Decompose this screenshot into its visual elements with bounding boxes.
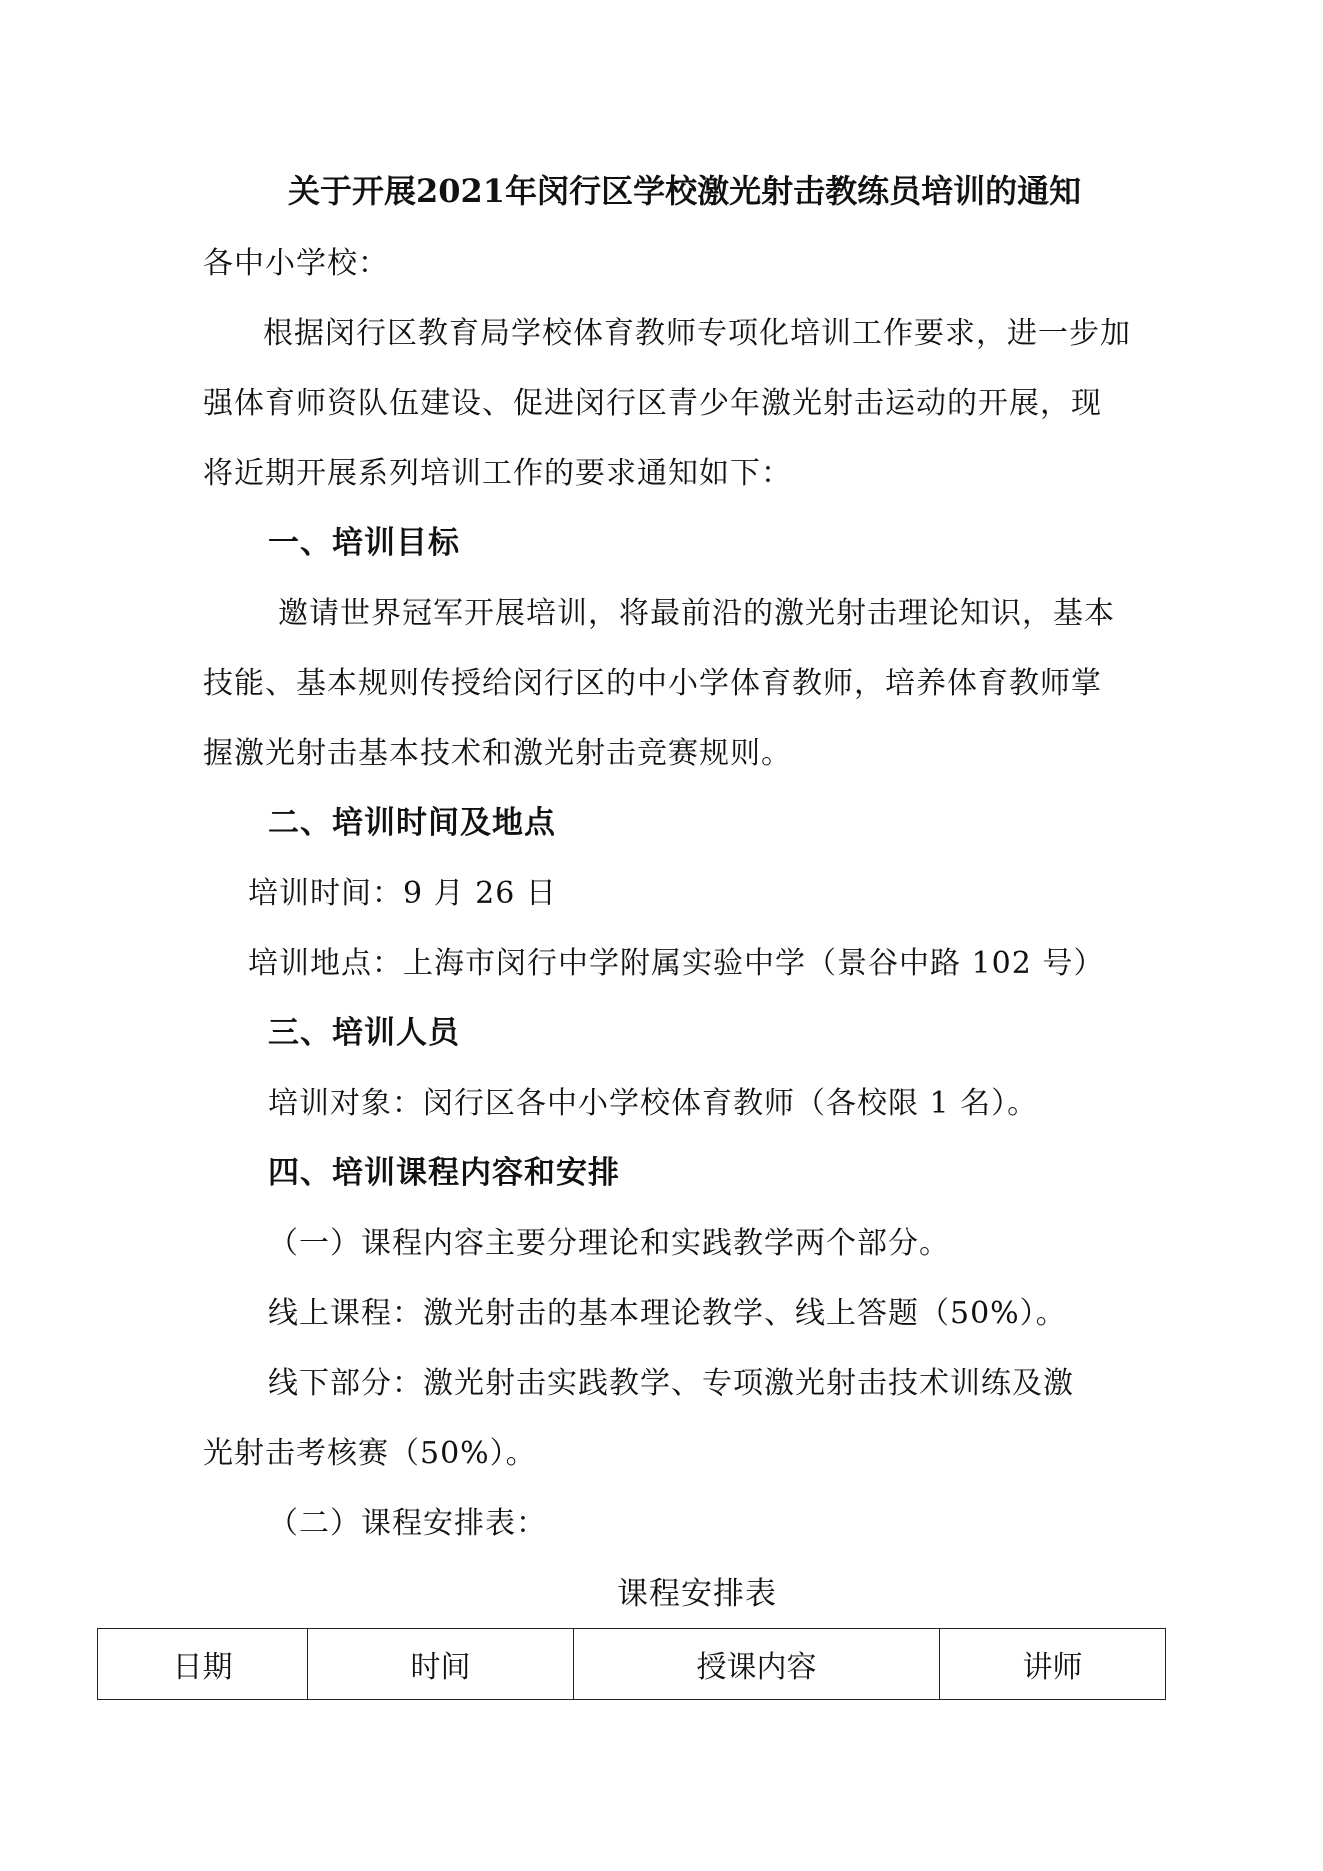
offline-line-2: 光射击考核赛（50%）。 bbox=[203, 1436, 537, 1471]
section-3-heading: 三、培训人员 bbox=[268, 1015, 460, 1051]
section-1-line-1: 邀请世界冠军开展培训，将最前沿的激光射击理论知识，基本 bbox=[278, 596, 1115, 631]
offline-line-1: 线下部分：激光射击实践教学、专项激光射击技术训练及激 bbox=[268, 1366, 1074, 1401]
header-lecturer: 讲师 bbox=[940, 1629, 1166, 1700]
header-date: 日期 bbox=[98, 1629, 308, 1700]
training-time: 培训时间：9 月 26 日 bbox=[248, 876, 557, 911]
document-title: 关于开展2021年闵行区学校激光射击教练员培训的通知 bbox=[288, 172, 1082, 210]
training-target: 培训对象：闵行区各中小学校体育教师（各校限 1 名）。 bbox=[268, 1086, 1039, 1121]
section-1-line-2: 技能、基本规则传授给闵行区的中小学体育教师，培养体育教师掌 bbox=[203, 666, 1102, 701]
online-course: 线上课程：激光射击的基本理论教学、线上答题（50%）。 bbox=[268, 1296, 1067, 1331]
table-header-row bbox=[98, 1629, 1166, 1700]
section-4-sub-2: （二）课程安排表： bbox=[268, 1506, 547, 1541]
section-1-heading: 一、培训目标 bbox=[268, 525, 460, 561]
header-content: 授课内容 bbox=[574, 1629, 940, 1700]
salutation: 各中小学校： bbox=[203, 246, 389, 281]
intro-line-1: 根据闵行区教育局学校体育教师专项化培训工作要求，进一步加 bbox=[263, 316, 1131, 351]
section-2-heading: 二、培训时间及地点 bbox=[268, 805, 556, 841]
intro-line-3: 将近期开展系列培训工作的要求通知如下： bbox=[203, 456, 792, 491]
training-place: 培训地点：上海市闵行中学附属实验中学（景谷中路 102 号） bbox=[248, 946, 1105, 981]
section-1-line-3: 握激光射击基本技术和激光射击竞赛规则。 bbox=[203, 736, 792, 771]
intro-line-2: 强体育师资队伍建设、促进闵行区青少年激光射击运动的开展，现 bbox=[203, 386, 1102, 421]
header-time: 时间 bbox=[308, 1629, 574, 1700]
schedule-table bbox=[97, 1628, 1166, 1700]
section-4-sub-1: （一）课程内容主要分理论和实践教学两个部分。 bbox=[268, 1226, 950, 1261]
table-caption: 课程安排表 bbox=[617, 1576, 777, 1612]
section-4-heading: 四、培训课程内容和安排 bbox=[268, 1155, 620, 1191]
